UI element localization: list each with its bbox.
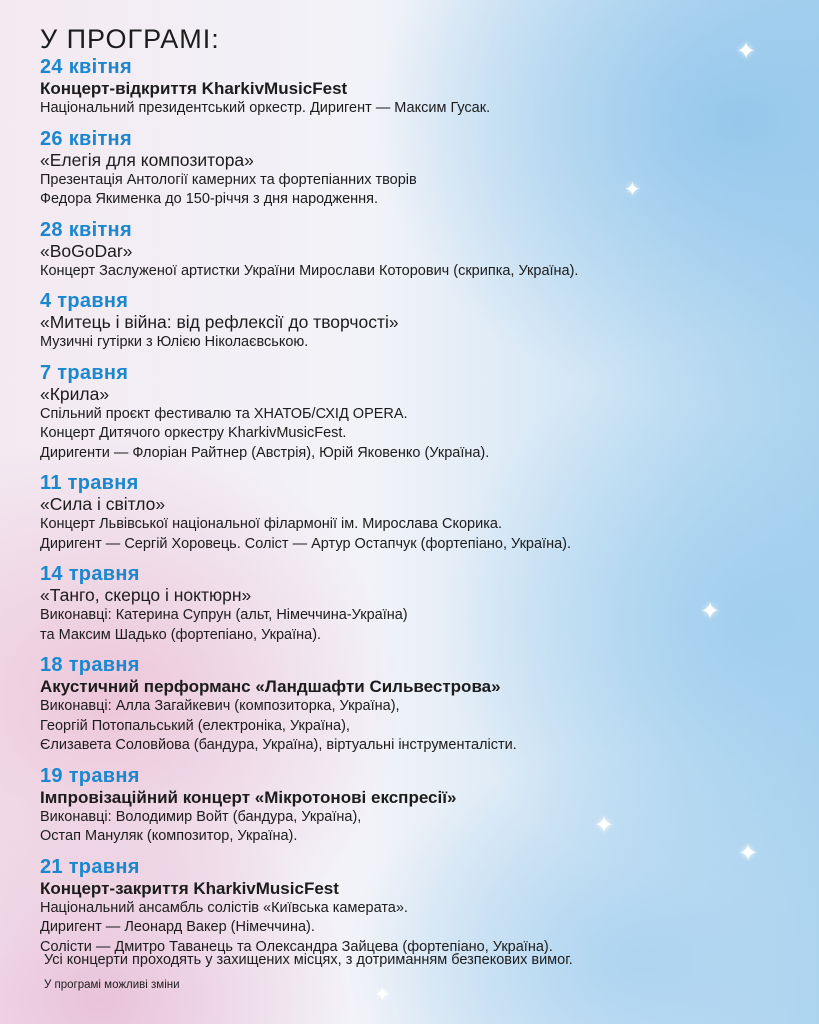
event-item bbox=[40, 128, 810, 210]
event-title: «Елегія для композитора» bbox=[40, 149, 254, 170]
changes-note: У програмі можливі зміни bbox=[44, 979, 180, 991]
event-detail: Виконавці: Катерина Супрун (альт, Німеччина-Україна) bbox=[40, 607, 408, 623]
event-title: Концерт-відкриття KharkivMusicFest bbox=[40, 79, 348, 98]
sparkle-icon: ✦ bbox=[738, 840, 759, 867]
event-date: 11 травня bbox=[40, 472, 139, 494]
event-item bbox=[40, 362, 810, 464]
event-title: «Митець і війна: від рефлексії до творчості» bbox=[40, 312, 399, 332]
event-title: «Сила і світло» bbox=[40, 494, 166, 514]
event-detail: Виконавці: Володимир Войт (бандура, Україна), bbox=[40, 808, 362, 825]
sparkle-icon: ✦ bbox=[594, 812, 615, 839]
event-date: 14 травня bbox=[40, 563, 140, 585]
sparkle-icon: ✦ bbox=[736, 38, 757, 65]
event-detail: Остап Мануляк (композитор, Україна). bbox=[40, 828, 298, 844]
event-detail: Виконавці: Алла Загайкевич (композиторка, Україна), bbox=[40, 698, 400, 714]
event-detail: Музичні гутірки з Юлією Ніколаєвською. bbox=[40, 334, 309, 350]
event-detail: Солісти — Дмитро Таванець та Олександра Зайцева (фортепіано, Україна). bbox=[40, 938, 553, 955]
event-detail: Національний президентський оркестр. Диригент — Максим Гусак. bbox=[40, 100, 491, 116]
event-date: 7 травня bbox=[40, 361, 129, 384]
event-detail: Національний ансамбль солістів «Київська камерата». bbox=[40, 899, 408, 916]
event-item bbox=[40, 563, 810, 645]
event-item bbox=[40, 56, 810, 119]
event-date: 18 травня bbox=[40, 654, 140, 676]
event-detail: Єлизавета Соловйова (бандура, Україна), віртуальні інструменталісти. bbox=[40, 737, 517, 753]
event-detail: Диригент — Сергій Хоровець. Соліст — Артур Остапчук (фортепіано, Україна). bbox=[40, 535, 571, 552]
event-date: 19 травня bbox=[40, 764, 140, 787]
event-title: «BoGoDar» bbox=[40, 240, 133, 261]
event-detail: Георгій Потопальський (електроніка, Україна), bbox=[40, 717, 350, 734]
event-detail: Презентація Антології камерних та фортепіанних творів bbox=[40, 171, 417, 188]
event-title: «Крила» bbox=[40, 383, 110, 404]
event-detail: Концерт Дитячого оркестру KharkivMusicFest. bbox=[40, 425, 347, 441]
program-list bbox=[40, 56, 810, 966]
event-item bbox=[40, 219, 810, 282]
event-detail: Концерт Львівської національної філармонії ім. Мирослава Скорика. bbox=[40, 516, 502, 532]
event-date: 4 травня bbox=[40, 290, 129, 312]
event-item bbox=[40, 856, 810, 958]
page-title: У ПРОГРАМІ: bbox=[40, 24, 220, 54]
event-detail: Концерт Заслуженої артистки України Мирослави Которович (скрипка, Україна). bbox=[40, 262, 579, 279]
event-item bbox=[40, 765, 810, 847]
event-detail: Федора Якименка до 150-річчя з дня народження. bbox=[40, 191, 379, 207]
event-detail: Спільний проєкт фестивалю та ХНАТОБ/СХІД OPERA. bbox=[40, 405, 408, 422]
event-date: 28 квітня bbox=[40, 218, 132, 241]
event-date: 21 травня bbox=[40, 855, 140, 878]
event-date: 24 квітня bbox=[40, 56, 132, 78]
event-item bbox=[40, 290, 810, 353]
safety-note: Усі концерти проходять у захищених місцях, з дотриманням безпекових вимог. bbox=[44, 952, 573, 968]
event-detail: та Максим Шадько (фортепіано, Україна). bbox=[40, 626, 322, 643]
sparkle-icon: ✦ bbox=[624, 179, 641, 201]
sparkle-icon: ✦ bbox=[374, 984, 391, 1006]
event-title: Імпровізаційний концерт «Мікротонові експресії» bbox=[40, 787, 457, 807]
event-item bbox=[40, 654, 810, 756]
event-title: «Танго, скерцо і ноктюрн» bbox=[40, 585, 252, 605]
event-detail: Диригенти — Флоріан Райтнер (Австрія), Юрій Яковенко (Україна). bbox=[40, 444, 490, 461]
event-title: Концерт-закриття KharkivMusicFest bbox=[40, 878, 339, 898]
sparkle-icon: ✦ bbox=[700, 598, 721, 625]
event-detail: Диригент — Леонард Вакер (Німеччина). bbox=[40, 919, 315, 935]
event-date: 26 квітня bbox=[40, 127, 132, 150]
event-item bbox=[40, 472, 810, 554]
event-title: Акустичний перформанс «Ландшафти Сильвестрова» bbox=[40, 677, 501, 696]
